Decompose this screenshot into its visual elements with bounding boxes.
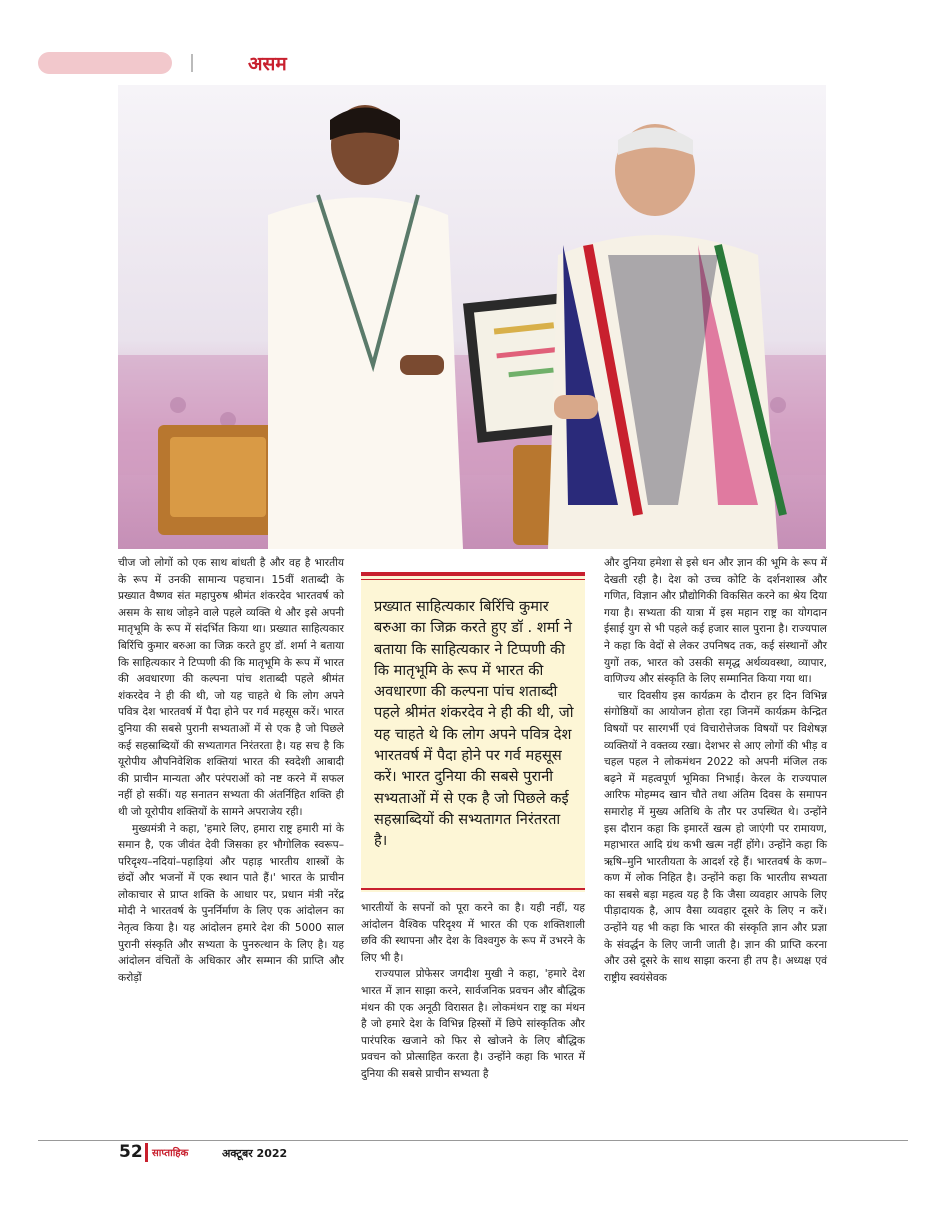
header-separator bbox=[191, 54, 193, 72]
pull-quote-rule-second bbox=[361, 579, 585, 580]
header-decoration-pill bbox=[38, 52, 172, 74]
article-column-middle bbox=[361, 900, 585, 1083]
magazine-logo: साप्ताहिक bbox=[152, 1145, 188, 1159]
paragraph: मुख्यमंत्री ने कहा, 'हमारे लिए, हमारा राष्ट्र हमारी मां के समान है, एक जीवंत देवी जिसका हर भौगोलिक स्वरूप–परिदृश्य–नदियां–पहाड़ियां और पहाड़ भारतीय शास्त्रों के छंदों और भजनों में एक स्थान पाते हैं।' भारत के प्राचीन लोकाचार से प्राप्त शक्ति के आधार पर, प्रधान मंत्री नरेंद्र मोदी ने भारतवर्ष के पुनर्निर्माण के लिए एक आंदोलन का नेतृत्व किया है। यह आंदोलन हमारे देश की 5000 साल पुरानी संस्कृति और सभ्यता के पुनरुत्थान के लिए है। यह आंदोलन वंचितों के अधिकार और सम्मान की प्राप्ति और करोड़ों bbox=[118, 822, 344, 984]
section-title: असम bbox=[248, 53, 287, 75]
article-photo bbox=[118, 85, 826, 549]
pull-quote: प्रख्यात साहित्यकार बिरिंचि कुमार बरुआ का जिक्र करते हुए डॉ . शर्मा ने बताया कि साहित्यकार ने टिप्पणी की कि मातृभूमि के रूप में भारत की अवधारणा की कल्पना पांच शताब्दी पहले श्रीमंत शंकरदेव ने ही की थी, जो यह चाहते थे कि लोग अपने पवित्र देश भारतवर्ष में पैदा होने पर गर्व महसूस करें। भारत दुनिया की सबसे पुरानी सभ्यताओं में से एक है जो पिछले कई सहस्राब्दियों की सभ्यतागत निरंतरता है। bbox=[374, 598, 574, 850]
pull-quote-rule-bottom bbox=[361, 888, 585, 890]
issue-date: अक्टूबर 2022 bbox=[222, 1147, 288, 1160]
photo-icon bbox=[118, 85, 826, 549]
pull-quote-rule-top bbox=[361, 572, 585, 576]
footer-divider bbox=[38, 1140, 908, 1141]
paragraph: चार दिवसीय इस कार्यक्रम के दौरान हर दिन विभिन्न संगोष्ठियों का आयोजन होता रहा जिनमें कार्यक्रम केन्द्रित विषयों पर सारगर्भी एवं विचारोत्तेजक विषयों पर विशेषज्ञ व्यक्तियों ने वक्तव्य रखा। देशभर से आए लोगों की भीड़ व चहल पहल ने लोकमंथन 2022 को अपनी मंजिल तक बढ़ने में महत्वपूर्ण भूमिका निभाई। केरल के राज्यपाल आरिफ मोहम्मद खान चौते तथा अंतिम दिवस के समापन समारोह में मुख्य अतिथि के तौर पर उपस्थित थे। उन्होंने इस दौरान कहा कि इमारतें खत्म हो जाएंगी पर रामायण, महाभारत आदि ग्रंथ कभी खत्म नहीं होंगे। उन्होंने कहा कि ऋषि–मुनि भारतीयता के आदर्श रहे हैं। भारतवर्ष के कण–कण में लोक निहित है। उन्होंने कहा कि भारतीय सभ्यता का सबसे बड़ा महत्व यह है कि जैसा व्यवहार आपके लिए पीड़ादायक है, आप वैसा व्यवहार दूसरे के लिए न करें। उन्होंने यह भी कहा कि भारत की संस्कृति ज्ञान और प्रज्ञा के संवर्द्धन के लिए जानी जाती है। ज्ञान की प्राप्ति करना और उसे दूसरे के साथ साझा करना ही तप है। अध्यक्ष एवं राष्ट्रीय स्वयंसेवक bbox=[604, 689, 827, 984]
paragraph: चीज जो लोगों को एक साथ बांधती है और वह है भारतीय के रूप में उनकी सामान्य पहचान। 15वीं शताब्दी के प्रख्यात वैष्णव संत महापुरुष श्रीमंत शंकरदेव भारतवर्ष को असम के साथ जोड़ने वाले पहले व्यक्ति थे और इसे अपनी मातृभूमि के रूप में संदर्भित किया था। प्रख्यात साहित्यकार बिरिंचि कुमार बरुआ का जिक्र करते हुए डॉ. शर्मा ने बताया कि साहित्यकार ने टिप्पणी की कि मातृभूमि के रूप में भारत की अवधारणा की कल्पना पांच शताब्दी पहले श्रीमंत शंकरदेव ने ही की थी, जो यह चाहते थे कि लोग अपने पवित्र देश भारतवर्ष में पैदा होने पर गर्व महसूस करें। भारत दुनिया की सबसे पुरानी सभ्यताओं में से एक है जो पिछले कई सहस्राब्दियों की सभ्यतागत निरंतरता है। यह सच है कि यूरोपीय औपनिवेशिक शक्तियां भारत की स्वदेशी आबादी की प्राचीन मान्यता और परंपराओं को नष्ट करने में सफल नहीं हो सकीं। यह सनातन सभ्यता की अंतर्निहित शक्ति ही थी जो यूरोपीय शक्तियों के सामने अपराजेय रही। bbox=[118, 557, 344, 818]
paragraph: और दुनिया हमेशा से इसे धन और ज्ञान की भूमि के रूप में देखती रही है। देश को उच्च कोटि के दर्शनशास्त्र और गणित, विज्ञान और प्रौद्योगिकी विकसित करने का श्रेय दिया गया है। सभ्यता की यात्रा में इस महान राष्ट्र का योगदान ईसाई युग से भी पहले कई हजार साल पुराना है। राज्यपाल ने कहा कि वेदों से लेकर उपनिषद तक, कई संस्थानों और युगों तक, भारत को उसकी समृद्ध अर्थव्यवस्था, व्यापार, वाणिज्य और संस्कृति के लिए सम्मानित किया गया था। bbox=[604, 557, 827, 686]
article-column-left bbox=[118, 555, 344, 986]
paragraph: राज्यपाल प्रोफेसर जगदीश मुखी ने कहा, 'हमारे देश भारत में ज्ञान साझा करने, सार्वजनिक प्रवचन और बौद्धिक मंथन की एक अनूठी विरासत है। लोकमंथन राष्ट्र का मंथन है जो हमारे देश के विभिन्न हिस्सों में छिपे सांस्कृतिक और पारंपरिक खजाने को फिर से खोजने के लिए बौद्धिक प्रवचन को प्रोत्साहित करता है। उन्होंने कहा कि भारत में दुनिया की सबसे प्राचीन सभ्यता है bbox=[361, 968, 585, 1080]
footer-accent-bar bbox=[145, 1143, 148, 1162]
article-column-right bbox=[604, 555, 827, 986]
paragraph: भारतीयों के सपनों को पूरा करने का है। यही नहीं, यह आंदोलन वैश्विक परिदृश्य में भारत की एक शक्तिशाली छवि की स्थापना और देश के विश्वगुरु के रूप में उभरने के लिए भी है। bbox=[361, 902, 585, 964]
page-number: 52 bbox=[119, 1142, 143, 1162]
